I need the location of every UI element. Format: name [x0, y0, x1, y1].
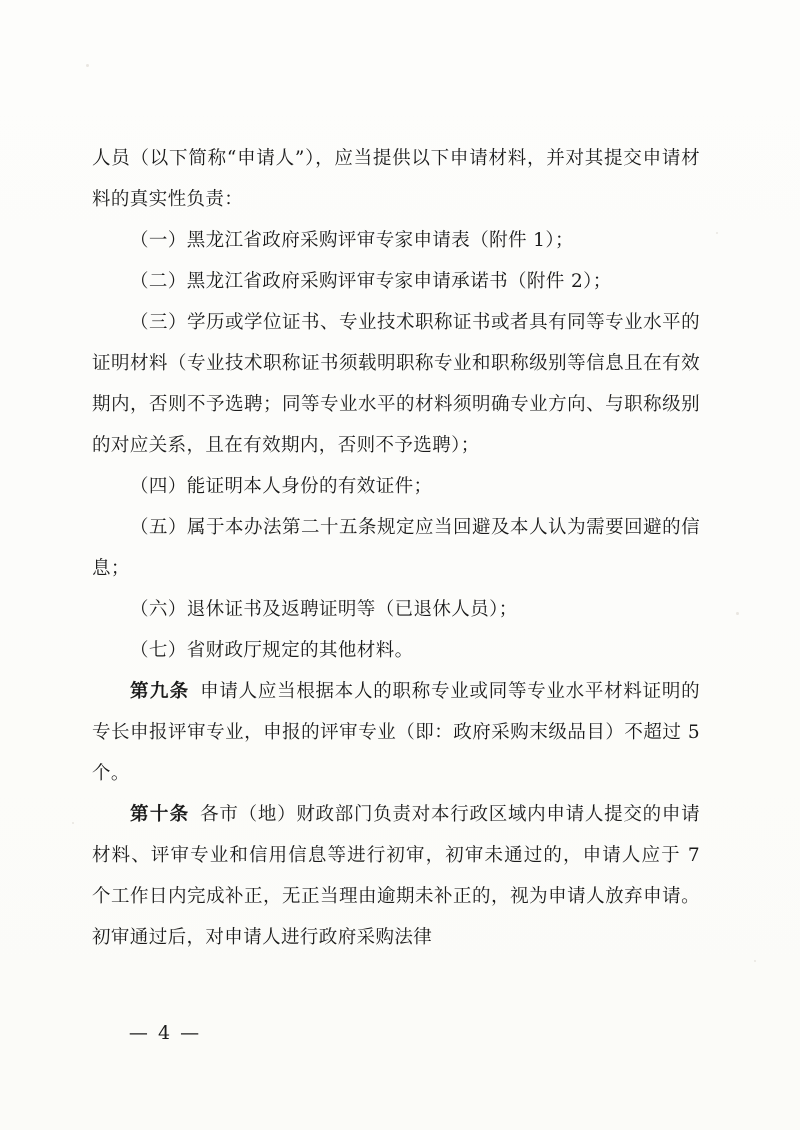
scan-speck — [72, 822, 74, 824]
paragraph-opening: 人员（以下简称“申请人”），应当提供以下申请材料，并对其提交申请材料的真实性负责： — [92, 148, 700, 210]
article-9-text: 申请人应当根据本人的职称专业或同等专业水平材料证明的专长申报评审专业，申报的评审专业（即：政府采购末级品目）不超过 5 个。 — [92, 681, 700, 784]
paragraph-article-9 — [92, 671, 700, 794]
page-footer — [0, 1022, 800, 1044]
scan-speck — [86, 64, 89, 67]
paragraph-item-4: （四）能证明本人身份的有效证件； — [130, 476, 433, 497]
scan-speck — [736, 612, 739, 615]
page-number: — 4 — — [128, 1022, 202, 1044]
paragraph-article-10 — [92, 794, 700, 958]
paragraph-item-5: （五）属于本办法第二十五条规定应当回避及本人认为需要回避的信息； — [92, 517, 700, 579]
document-body — [92, 138, 700, 958]
scan-speck — [754, 960, 756, 962]
paragraph-item-6: （六）退休证书及返聘证明等（已退休人员）； — [130, 599, 518, 620]
paragraph-item-2: （二）黑龙江省政府采购评审专家申请承诺书（附件 2）； — [130, 271, 612, 292]
article-10-label: 第十条 — [130, 804, 200, 825]
paragraph-item-1: （一）黑龙江省政府采购评审专家申请表（附件 1）； — [130, 230, 574, 251]
scan-speck — [716, 232, 718, 234]
paragraph-item-7: （七）省财政厅规定的其他材料。 — [130, 640, 414, 661]
article-9-label: 第九条 — [130, 681, 200, 702]
paragraph-item-3: （三）学历或学位证书、专业技术职称证书或者具有同等专业水平的证明材料（专业技术职称证书须载明职称专业和职称级别等信息且在有效期内，否则不予选聘；同等专业水平的材料须明确专业方向、与职称级别的对应关系，且在有效期内，否则不予选聘）； — [92, 312, 700, 456]
article-10-text: 各市（地）财政部门负责对本行政区域内申请人提交的申请材料、评审专业和信用信息等进行初审，初审未通过的，申请人应于 7 个工作日内完成补正，无正当理由逾期未补正的，视为申请人放弃申请。初审通过后，对申请人进行政府采购法律 — [92, 804, 700, 948]
